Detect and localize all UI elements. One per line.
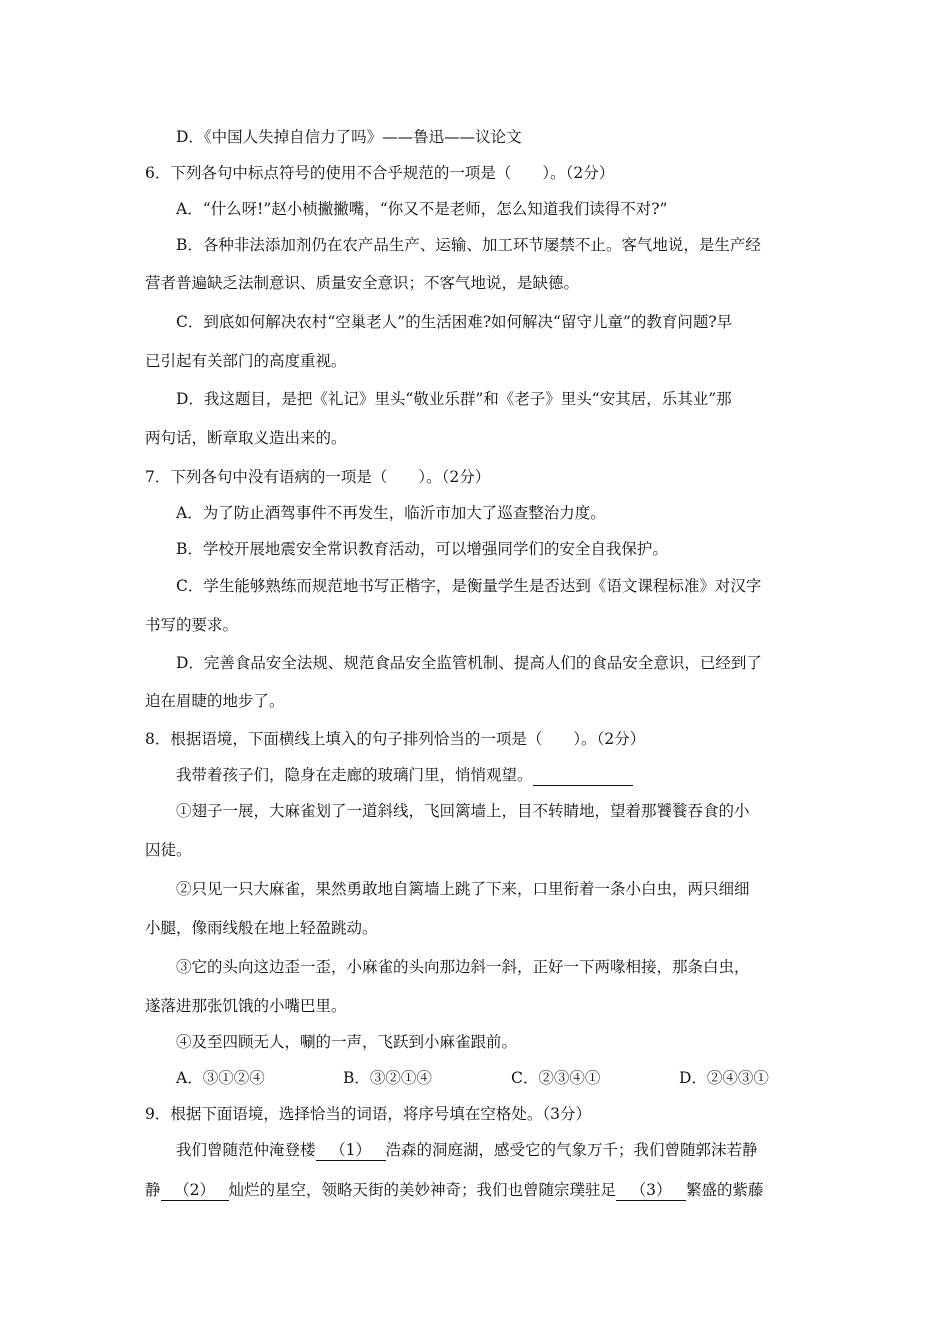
- answer-blank: [533, 767, 633, 786]
- q9-text-2a: 静: [145, 1181, 161, 1199]
- q7-option-a: A．为了防止酒驾事件不再发生，临沂市加大了巡查整治力度。: [176, 504, 606, 522]
- q8-option-d: D．②④③①: [679, 1069, 769, 1087]
- q8-sentence-4: ④及至四顾无人，唰的一声，飞跃到小麻雀跟前。: [176, 1033, 518, 1051]
- q9-context-line-2: [145, 1179, 764, 1201]
- q8-sentence-2: ②只见一只大麻雀，果然勇敢地自篱墙上跳了下来，口里衔着一条小白虫，两只细细: [176, 880, 750, 898]
- q8-sentence-1: ①翅子一展，大麻雀划了一道斜线，飞回篱墙上，目不转睛地，望着那饕餮吞食的小: [176, 802, 750, 820]
- q9-blank-1: （1）: [316, 1141, 386, 1161]
- q6-option-b: B．各种非法添加剂仍在农产品生产、运输、加工环节屡禁不止。客气地说，是生产经: [176, 236, 761, 254]
- q9-text-1a: 我们曾随范仲淹登楼: [176, 1141, 316, 1159]
- q8-context: [176, 764, 633, 786]
- q6-option-b-cont: 营者普遍缺乏法制意识、质量安全意识；不客气地说，是缺德。: [145, 274, 580, 292]
- question-9-stem: 9．根据下面语境，选择恰当的词语，将序号填在空格处。（3分）: [145, 1105, 591, 1123]
- q9-text-1b: 浩森的洞庭湖，感受它的气象万千；我们曾随郭沫若静: [385, 1141, 758, 1159]
- q9-text-2b: 灿烂的星空，领略天街的美妙神奇；我们也曾随宗璞驻足: [228, 1181, 617, 1199]
- q6-option-c-cont: 已引起有关部门的高度重视。: [145, 352, 347, 370]
- q8-option-a: A．③①②④: [176, 1069, 265, 1087]
- q8-option-c: C．②③④①: [511, 1069, 601, 1087]
- q9-text-2c: 繁盛的紫藤: [686, 1181, 764, 1199]
- q6-option-d-cont: 两句话，断章取义造出来的。: [145, 429, 347, 447]
- question-7-stem: 7．下列各句中没有语病的一项是（ ）。（2分）: [145, 468, 491, 486]
- q6-option-c: C．到底如何解决农村“空巢老人”的生活困难?如何解决“留守儿童”的教育问题?早: [176, 313, 733, 331]
- q9-blank-2: （2）: [161, 1181, 229, 1201]
- q6-option-a: A．“什么呀!”赵小桢撇撇嘴，“你又不是老师，怎么知道我们读得不对?”: [176, 200, 668, 218]
- q8-option-b: B．③②①④: [343, 1069, 432, 1087]
- q9-blank-3: （3）: [616, 1181, 686, 1201]
- q7-option-d: D．完善食品安全法规、规范食品安全监管机制、提高人们的食品安全意识，已经到了: [176, 654, 762, 672]
- q8-sentence-3-cont: 遂落进那张饥饿的小嘴巴里。: [145, 997, 347, 1015]
- q7-option-d-cont: 迫在眉睫的地步了。: [145, 692, 285, 710]
- q9-context-line-1: [176, 1139, 758, 1161]
- q7-option-c-cont: 书写的要求。: [145, 616, 239, 634]
- q8-sentence-2-cont: 小腿，像雨线般在地上轻盈跳动。: [145, 919, 378, 937]
- q5-option-d: D．《中国人失掉自信力了吗》——鲁迅——议论文: [176, 128, 522, 146]
- question-6-stem: 6．下列各句中标点符号的使用不合乎规范的一项是（ ）。（2分）: [145, 164, 615, 182]
- q8-sentence-3: ③它的头向这边歪一歪，小麻雀的头向那边斜一斜，正好一下两喙相接，那条白虫，: [176, 958, 750, 976]
- q8-context-text: 我带着孩子们，隐身在走廊的玻璃门里，悄悄观望。: [176, 766, 533, 784]
- q7-option-b: B．学校开展地震安全常识教育活动，可以增强同学们的安全自我保护。: [176, 540, 668, 558]
- question-8-stem: 8．根据语境，下面横线上填入的句子排列恰当的一项是（ ）。（2分）: [145, 730, 646, 748]
- q8-sentence-1-cont: 囚徒。: [145, 841, 192, 859]
- q6-option-d: D．我这题目，是把《礼记》里头“敬业乐群”和《老子》里头“安其居，乐其业”那: [176, 390, 732, 408]
- q7-option-c: C．学生能够熟练而规范地书写正楷字，是衡量学生是否达到《语文课程标准》对汉字: [176, 577, 762, 595]
